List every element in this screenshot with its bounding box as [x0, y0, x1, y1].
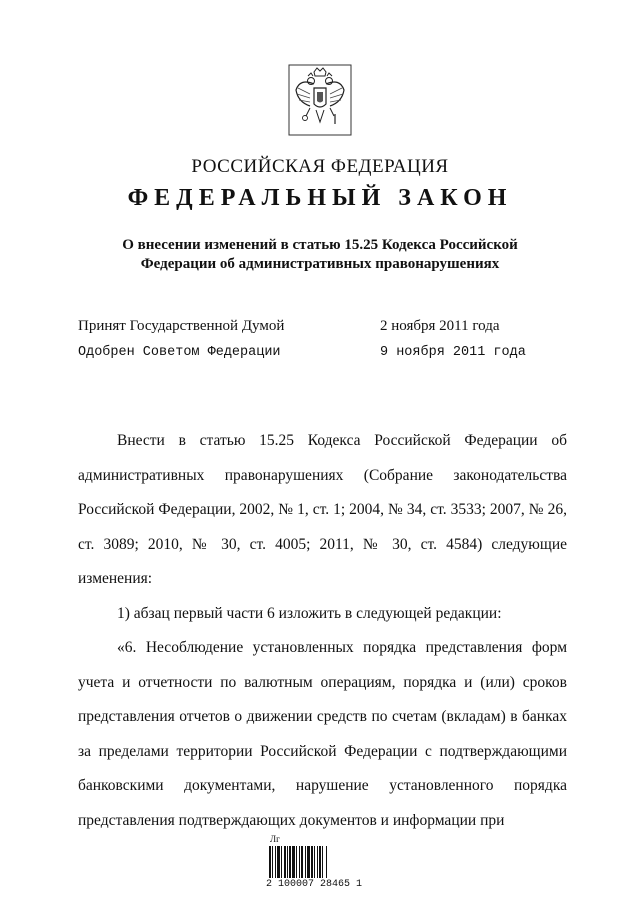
barcode-bar — [326, 846, 327, 878]
barcode-bar — [272, 846, 273, 878]
body-paragraph-intro: Внести в статью 15.25 Кодекса Российской Федерации об административных правонарушениях (Собрание законодательства Российской Федерации, 2002, № 1, ст. 1; 2004, № 34, ст. 3533; 2007, № 26, ст. 3089; 2010, № 30, ст. 4005; 2011, № 30, ст. 4584) следующие изменения: — [78, 432, 567, 587]
barcode-number: 2 100007 28465 1 — [266, 879, 363, 890]
law-type-heading: ФЕДЕРАЛЬНЫЙ ЗАКОН — [127, 185, 513, 211]
law-title-line-2: Федерации об административных правонарушениях — [140, 256, 500, 272]
law-title — [60, 236, 580, 274]
barcode-bar — [289, 846, 291, 878]
barcode — [258, 834, 363, 894]
barcode-bar — [292, 846, 295, 878]
barcode-bar — [299, 846, 300, 878]
barcode-bar — [307, 846, 310, 878]
duma-adoption-date: 2 ноября 2011 года — [380, 318, 500, 334]
barcode-bar — [269, 846, 271, 878]
barcode-bar — [296, 846, 297, 878]
body-paragraph-part-6: «6. Несоблюдение установленных порядка представления форм учета и отчетности по валютным операциям, порядка и (или) сроков представления отчетов о движении средств по счетам (вкладам) в банках за пределами территории Российской Федерации с подтверждающими банковскими документами, нарушение установленного порядка представления подтверждающих документов и информации при — [78, 639, 567, 829]
council-approval-date: 9 ноября 2011 года — [380, 345, 526, 360]
barcode-bar — [277, 846, 280, 878]
barcode-bar — [319, 846, 321, 878]
council-approval-label: Одобрен Советом Федерации — [78, 345, 281, 360]
barcode-bar — [301, 846, 303, 878]
handwritten-mark: Лг — [270, 834, 280, 844]
duma-adoption-label: Принят Государственной Думой — [78, 318, 285, 334]
law-body — [78, 424, 567, 838]
barcode-bars — [268, 846, 348, 878]
barcode-bar — [314, 846, 315, 878]
barcode-bar — [281, 846, 282, 878]
barcode-bar — [275, 846, 276, 878]
barcode-bar — [317, 846, 318, 878]
barcode-bar — [322, 846, 323, 878]
law-title-line-1: О внесении изменений в статью 15.25 Кодекса Российской — [122, 237, 518, 253]
barcode-bar — [284, 846, 286, 878]
country-heading: РОССИЙСКАЯ ФЕДЕРАЦИЯ — [191, 156, 449, 177]
body-paragraph-item-1: 1) абзац первый части 6 изложить в следующей редакции: — [117, 604, 502, 622]
barcode-bar — [287, 846, 288, 878]
barcode-bar — [305, 846, 306, 878]
barcode-bar — [311, 846, 313, 878]
coat-of-arms-icon — [288, 64, 352, 136]
